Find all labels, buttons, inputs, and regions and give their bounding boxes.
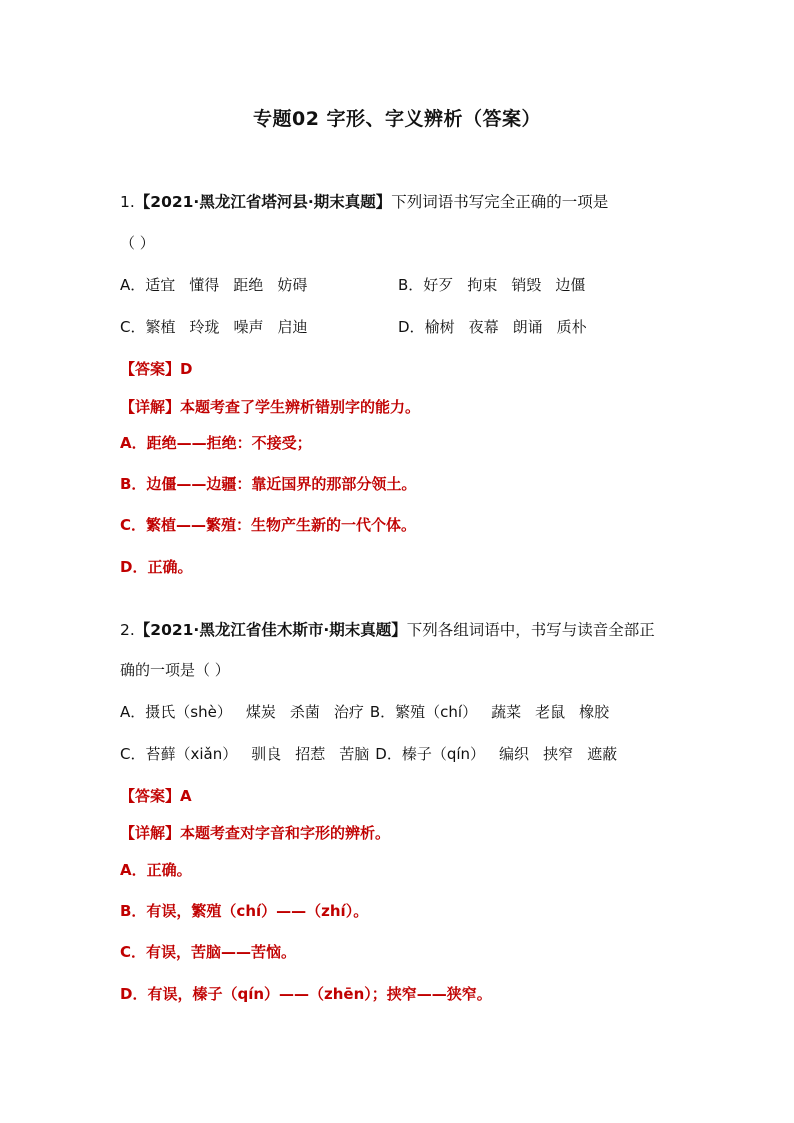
- q2-explanation-d: D．有误，榛子（qín）——（zhēn）；挟窄——狭窄。: [120, 985, 492, 1003]
- question-1-number: 1.: [120, 193, 135, 211]
- q1-option-b: B．好歹 拘束 销毁 边僵: [398, 276, 586, 294]
- q1-answer: 【答案】D: [120, 360, 193, 378]
- q1-explanation-a: A．距绝——拒绝：不接受；: [120, 434, 312, 452]
- question-1-source: 【2021·黑龙江省塔河县·期末真题】: [134, 193, 392, 211]
- question-2-source: 【2021·黑龙江省佳木斯市·期末真题】: [134, 621, 407, 639]
- q2-options-ab: A．摄氏（shè） 煤炭 杀菌 治疗 B．繁殖（chí） 蔬菜 老鼠 橡胶: [120, 703, 610, 721]
- question-2-stem: [120, 618, 655, 640]
- q2-detail: 【详解】本题考查对字音和字形的辨析。: [120, 824, 391, 842]
- q1-detail: 【详解】本题考查了学生辨析错别字的能力。: [120, 398, 421, 416]
- q2-explanation-c: C．有误，苦脑——苦恼。: [120, 943, 297, 961]
- q2-explanation-a: A．正确。: [120, 861, 192, 879]
- question-1-text: 下列词语书写完全正确的一项是: [391, 193, 609, 211]
- document-title: 专题02 字形、字义辨析（答案）: [252, 108, 542, 130]
- q1-option-d: D．榆树 夜幕 朗诵 质朴: [398, 318, 587, 336]
- question-1-paren: （ ）: [120, 234, 155, 252]
- q1-explanation-d: D．正确。: [120, 558, 193, 576]
- question-1-stem: [120, 190, 608, 212]
- q1-explanation-b: B．边僵——边疆：靠近国界的那部分领土。: [120, 475, 417, 493]
- question-2-stem-cont: 确的一项是（ ）: [120, 661, 230, 679]
- question-2-number: 2.: [120, 621, 135, 639]
- q2-answer: 【答案】A: [120, 787, 192, 805]
- q2-options-cd: C．苔藓（xiǎn） 驯良 招惹 苦脑 D．榛子（qín） 编织 挟窄 遮蔽: [120, 745, 618, 763]
- q1-option-c: C．繁植 玲珑 噪声 启迪: [120, 318, 308, 336]
- question-2-text: 下列各组词语中，书写与读音全部正: [406, 621, 655, 639]
- q2-explanation-b: B．有误，繁殖（chí）——（zhí）。: [120, 902, 369, 920]
- q1-explanation-c: C．繁植——繁殖：生物产生新的一代个体。: [120, 516, 417, 534]
- q1-option-a: A．适宜 懂得 距绝 妨碍: [120, 276, 308, 294]
